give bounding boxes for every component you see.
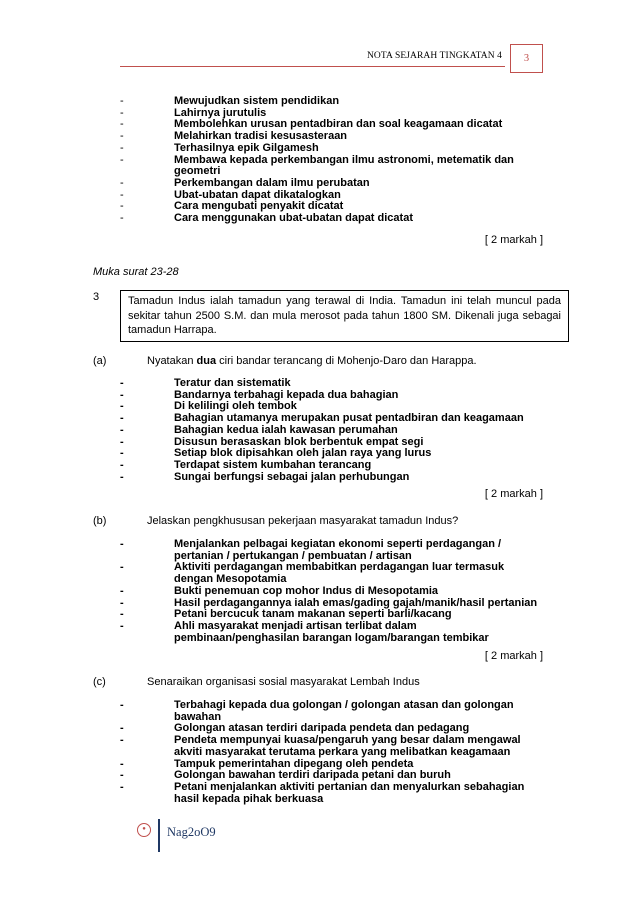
bullet-dash: - xyxy=(120,212,124,225)
part-b-answer-item xyxy=(120,539,540,562)
part-a-prompt-bold: dua xyxy=(196,355,217,367)
top-answer-item-text: Ubat-ubatan dapat dikatalogkan xyxy=(174,188,341,201)
part-c-answer-item xyxy=(120,782,540,805)
bullet-dash: - xyxy=(120,699,124,711)
part-a-prompt-after: ciri bandar terancang di Mohenjo-Daro dan Harappa. xyxy=(216,355,477,367)
part-c-letter: (c) xyxy=(93,676,106,688)
top-answer-item-text: Membawa kepada perkembangan ilmu astronomi, metematik dan geometri xyxy=(174,153,514,178)
header-rule xyxy=(120,66,505,67)
question-number: 3 xyxy=(93,291,100,303)
part-c-answer-item-text: Tampuk pemerintahan dipegang oleh pendeta xyxy=(174,757,414,770)
part-a-answer-item-text: Bandarnya terbahagi kepada dua bahagian xyxy=(174,388,399,401)
part-b-answer-item-text: Ahli masyarakat menjadi artisan terlibat dalam pembinaan/penghasilan barangan logam/barangan tembikar xyxy=(174,619,489,644)
marks-label: [ 2 markah ] xyxy=(484,234,543,246)
top-answer-item-text: Lahirnya jurutulis xyxy=(174,106,267,119)
part-b-marks: [ 2 markah ] xyxy=(484,650,543,662)
part-c-answer-item-text: Petani menjalankan aktiviti pertanian dan menyalurkan sebahagian hasil kepada pihak berkuasa xyxy=(174,780,525,805)
bullet-dash: - xyxy=(120,118,124,131)
top-answer-item xyxy=(120,155,540,178)
part-c-answer-item xyxy=(120,735,540,758)
part-a-answer-item-text: Bahagian utamanya merupakan pusat pentadbiran dan keagamaan xyxy=(174,412,524,425)
part-a-answer-item-text: Sungai berfungsi sebagai jalan perhubungan xyxy=(174,470,410,483)
part-a-answer-item-text: Di kelilingi oleh tembok xyxy=(174,400,297,413)
bullet-dash: - xyxy=(120,470,124,483)
part-c-answer-item xyxy=(120,700,540,723)
bullet-dash: - xyxy=(120,188,124,201)
bullet-dash: - xyxy=(120,423,124,436)
part-b-answer-item-text: Bukti penemuan cop mohor Indus di Mesopotamia xyxy=(174,584,439,597)
bullet-dash: - xyxy=(120,584,124,597)
part-a-answer-item-text: Disusun berasaskan blok berbentuk empat segi xyxy=(174,435,424,448)
part-a-marks: [ 2 markah ] xyxy=(484,488,543,500)
bullet-dash: - xyxy=(120,200,124,213)
part-c-answer-list xyxy=(120,700,540,805)
top-answer-item-text: Melahirkan tradisi kesusasteraan xyxy=(174,130,348,143)
part-b-answer-item-text: Aktiviti perdagangan membabitkan perdagangan luar termasuk dengan Mesopotamia xyxy=(174,561,505,586)
part-b-answer-item xyxy=(120,621,540,644)
part-c-answer-item-text: Terbahagi kepada dua golongan / golongan atasan dan golongan bawahan xyxy=(174,699,514,723)
part-c-answer-item-text: Golongan bawahan terdiri daripada petani dan buruh xyxy=(174,769,451,782)
top-answer-item-text: Mewujudkan sistem pendidikan xyxy=(174,95,340,107)
top-answer-list xyxy=(120,96,540,225)
part-a-answer-item-text: Setiap blok dipisahkan oleh jalan raya yang lurus xyxy=(174,447,432,460)
part-a-answer-item-text: Teratur dan sistematik xyxy=(174,377,291,389)
top-answer-item-text: Membolehkan urusan pentadbiran dan soal keagamaan dicatat xyxy=(174,118,503,131)
part-b-prompt: Jelaskan pengkhususan pekerjaan masyarakat tamadun Indus? xyxy=(147,515,459,527)
bullet-dash: - xyxy=(120,561,124,574)
bullet-dash: - xyxy=(120,722,124,735)
bullet-dash: - xyxy=(120,153,124,166)
header-title: NOTA SEJARAH TINGKATAN 4 xyxy=(366,51,502,61)
bullet-dash: - xyxy=(120,619,124,632)
bullet-dash: - xyxy=(120,447,124,460)
part-a-answer-item-text: Bahagian kedua ialah kawasan perumahan xyxy=(174,423,398,436)
bullet-dash: - xyxy=(120,769,124,782)
bullet-dash: - xyxy=(120,106,124,119)
part-b-answer-item-text: Hasil perdagangannya ialah emas/gading gajah/manik/hasil pertanian xyxy=(174,596,538,609)
bullet-dash: - xyxy=(120,608,124,621)
part-a-prompt xyxy=(147,355,477,367)
bullet-dash: - xyxy=(120,538,124,550)
question-context-box: Tamadun Indus ialah tamadun yang terawal di India. Tamadun ini telah muncul pada sekitar tahun 2500 S.M. dan mula merosot pada tahun 1800 SM. Dikenali juga sebagai tamadun Harrapa. xyxy=(120,290,569,342)
bullet-dash: - xyxy=(120,757,124,770)
part-b-answer-item xyxy=(120,562,540,585)
bullet-dash: - xyxy=(120,388,124,401)
bullet-dash: - xyxy=(120,596,124,609)
bullet-dash: - xyxy=(120,734,124,747)
bullet-dash: - xyxy=(120,412,124,425)
page-number: 3 xyxy=(510,44,543,73)
bullet-dash: - xyxy=(120,141,124,154)
footer-text: Nag2oO9 xyxy=(167,825,216,839)
part-a-answer-item xyxy=(120,472,550,484)
part-a-answer-item-text: Terdapat sistem kumbahan terancang xyxy=(174,458,372,471)
bullet-dash: - xyxy=(120,377,124,389)
bullet-dash: - xyxy=(120,435,124,448)
part-b-answer-item-text: Petani bercucuk tanam makanan seperti barli/kacang xyxy=(174,608,452,621)
part-c-answer-item-text: Pendeta mempunyai kuasa/pengaruh yang besar dalam mengawal akviti masyarakat terutama perkara yang melibatkan keagamaan xyxy=(174,734,521,758)
page-reference: Muka surat 23-28 xyxy=(93,266,179,278)
part-b-letter: (b) xyxy=(93,515,107,527)
part-b-answer-item-text: Menjalankan pelbagai kegiatan ekonomi seperti perdagangan / pertanian / pertukangan / pembuatan / artisan xyxy=(174,538,502,562)
part-a-letter: (a) xyxy=(93,355,107,367)
bullet-dash: - xyxy=(120,458,124,471)
footer-logo-icon: ● xyxy=(137,823,151,837)
part-c-answer-item-text: Golongan atasan terdiri daripada pendeta dan pedagang xyxy=(174,722,470,735)
part-a-prompt-before: Nyatakan xyxy=(147,355,197,367)
part-c-prompt: Senaraikan organisasi sosial masyarakat Lembah Indus xyxy=(147,676,420,688)
bullet-dash: - xyxy=(120,95,124,107)
top-answer-item-text: Cara mengubati penyakit dicatat xyxy=(174,200,344,213)
bullet-dash: - xyxy=(120,130,124,143)
top-answer-item xyxy=(120,213,540,225)
bullet-dash: - xyxy=(120,780,124,793)
footer-divider xyxy=(158,819,160,852)
bullet-dash: - xyxy=(120,176,124,189)
part-b-answer-list xyxy=(120,539,540,644)
top-answer-item-text: Terhasilnya epik Gilgamesh xyxy=(174,141,319,154)
top-answer-item-text: Cara menggunakan ubat-ubatan dapat dicatat xyxy=(174,212,413,225)
part-a-answer-list xyxy=(120,378,550,483)
bullet-dash: - xyxy=(120,400,124,413)
top-answer-item-text: Perkembangan dalam ilmu perubatan xyxy=(174,176,370,189)
